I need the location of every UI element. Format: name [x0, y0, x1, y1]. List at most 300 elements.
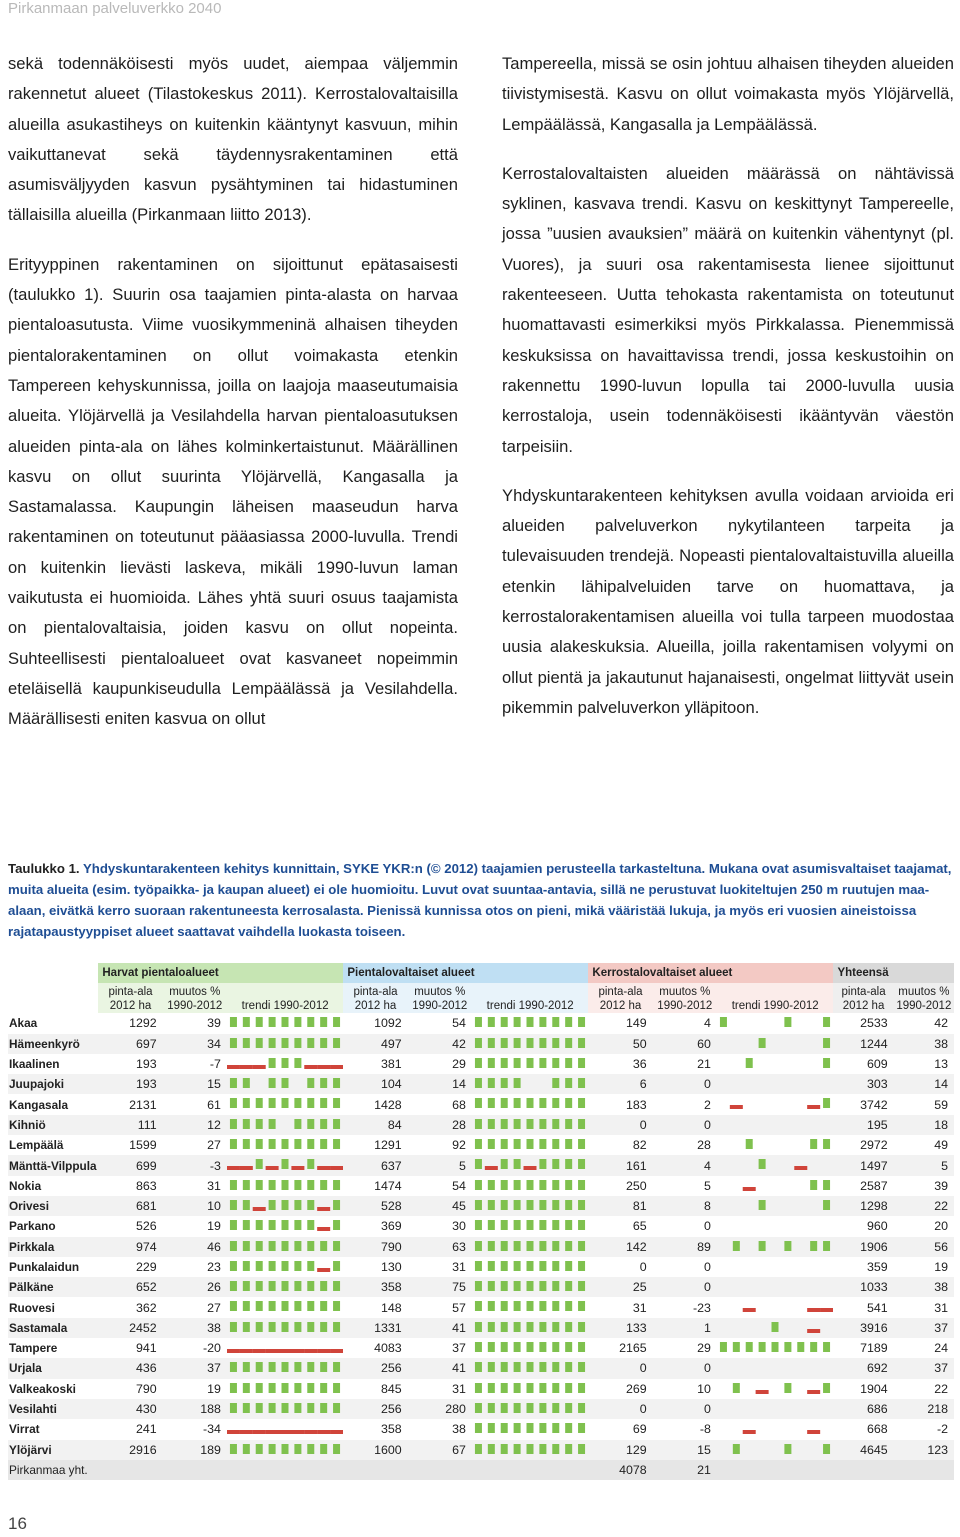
- table-body: [8, 1013, 954, 1480]
- total-change: 24: [934, 1341, 948, 1356]
- trend-bar-up: [475, 1423, 482, 1433]
- trend-sparkline: [717, 1318, 834, 1338]
- trend-bar-up: [281, 1200, 288, 1210]
- trend-bar-up: [475, 1241, 482, 1251]
- trend-bar-up: [526, 1342, 533, 1352]
- pientalo-change: 54: [452, 1178, 466, 1193]
- table-row: [8, 1257, 954, 1277]
- trend-bar-up: [256, 1241, 263, 1251]
- header-blank: [8, 963, 98, 983]
- trend-bar-up: [501, 1362, 508, 1372]
- caption-body: Yhdyskuntarakenteen kehitys kunnittain, SYKE YKR:n (© 2012) taajamien perusteella tarkasteltuna. Mukana ovat asumisvaltaiset taajamat, muita alueita (esim. työpaikka- ja kaupan alueet) ei ole huomioitu. Luvut ovat suuntaa-antavia, sillä ne perustuvat luokiteltujen 250 m ruutujen maa-alaan, eivätkä kerro suoraan rakentuneesta kerrosalasta. Pienissä kunnissa otos on pieni, mikä vääristää lukuja, ja myös eri vuosien aineistoissa rajatapaustyyppiset alueet saattavat vaihdella luokasta toiseen.: [8, 861, 952, 939]
- trend-sparkline: [472, 1460, 588, 1480]
- trend-bar-up: [333, 1098, 340, 1108]
- trend-bar-down: [317, 1430, 330, 1434]
- pientalo-change: 280: [408, 1399, 472, 1419]
- trend-chart: [227, 1196, 343, 1216]
- kerrostalo-change: 4: [704, 1016, 711, 1031]
- trend-bar-up: [501, 1383, 508, 1393]
- trend-bar-up: [578, 1423, 585, 1433]
- total-change: 38: [894, 1034, 954, 1054]
- total-area: 3916: [833, 1318, 893, 1338]
- trend-bar-up: [475, 1261, 482, 1271]
- table-row: [8, 1176, 954, 1196]
- trend-bar-up: [578, 1261, 585, 1271]
- trend-chart: [717, 1399, 833, 1419]
- trend-sparkline: [227, 1074, 343, 1094]
- col-header-area: pinta-ala 2012 ha: [833, 983, 893, 1013]
- trend-bar-up: [281, 1301, 288, 1311]
- table-row: [8, 1216, 954, 1236]
- trend-bar-up: [552, 1261, 559, 1271]
- trend-chart: [227, 1297, 343, 1317]
- trend-sparkline: [227, 1216, 343, 1236]
- trend-bar-up: [810, 1139, 817, 1149]
- trend-bar-up: [526, 1403, 533, 1413]
- harvat-change: 23: [207, 1260, 221, 1274]
- harvat-change: 26: [163, 1277, 227, 1297]
- trend-bar-up: [281, 1322, 288, 1332]
- table-row: [8, 1440, 954, 1460]
- trend-bar-up: [243, 1180, 250, 1190]
- trend-chart: [227, 1237, 343, 1257]
- kerrostalo-change: 29: [697, 1341, 711, 1356]
- trend-bar-up: [488, 1383, 495, 1393]
- trend-bar-up: [552, 1017, 559, 1027]
- trend-chart: [227, 1135, 343, 1155]
- trend-chart: [717, 1074, 833, 1094]
- trend-chart: [717, 1419, 833, 1439]
- trend-chart: [227, 1440, 343, 1460]
- trend-sparkline: [227, 1094, 343, 1114]
- trend-chart: [717, 1318, 833, 1338]
- trend-bar-up: [281, 1098, 288, 1108]
- municipality-name: Virrat: [9, 1422, 40, 1437]
- trend-bar-up: [307, 1403, 314, 1413]
- trend-bar-up: [333, 1301, 340, 1311]
- trend-bar-up: [307, 1038, 314, 1048]
- trend-bar-up: [539, 1362, 546, 1372]
- trend-bar-up: [552, 1180, 559, 1190]
- pientalo-change: 5: [408, 1155, 472, 1175]
- trend-bar-up: [475, 1058, 482, 1068]
- trend-bar-up: [230, 1180, 237, 1190]
- trend-bar-down: [227, 1166, 240, 1170]
- trend-bar-up: [552, 1383, 559, 1393]
- trend-bar-up: [514, 1403, 521, 1413]
- trend-bar-up: [320, 1362, 327, 1372]
- trend-sparkline: [227, 1155, 343, 1175]
- trend-bar-up: [514, 1322, 521, 1332]
- trend-chart: [227, 1115, 343, 1135]
- trend-bar-up: [269, 1261, 276, 1271]
- municipality-name: Ylöjärvi: [8, 1440, 98, 1460]
- municipality-name: Pälkäne: [8, 1277, 98, 1297]
- trend-chart: [472, 1318, 588, 1338]
- trend-bar-down: [330, 1349, 343, 1353]
- trend-bar-up: [784, 1241, 791, 1251]
- pientalo-change: 14: [408, 1074, 472, 1094]
- trend-bar-up: [501, 1038, 508, 1048]
- trend-sparkline: [717, 1176, 834, 1196]
- trend-bar-down: [253, 1065, 266, 1069]
- trend-sparkline: [227, 1338, 343, 1358]
- trend-chart: [227, 1216, 343, 1236]
- trend-bar-up: [320, 1322, 327, 1332]
- trend-bar-up: [294, 1220, 301, 1230]
- pientalo-area: 256: [343, 1399, 407, 1419]
- trend-bar-down: [317, 1349, 330, 1353]
- trend-bar-up: [230, 1119, 237, 1129]
- trend-bar-up: [488, 1241, 495, 1251]
- trend-bar-up: [578, 1139, 585, 1149]
- trend-bar-up: [243, 1322, 250, 1332]
- trend-bar-up: [501, 1220, 508, 1230]
- trend-bar-up: [771, 1342, 778, 1352]
- trend-bar-up: [256, 1180, 263, 1190]
- harvat-area: 697: [98, 1034, 162, 1054]
- trend-bar-up: [243, 1098, 250, 1108]
- total-area: 1906: [833, 1237, 893, 1257]
- trend-bar-up: [269, 1322, 276, 1332]
- kerrostalo-area: 65: [632, 1219, 647, 1234]
- trend-bar-up: [565, 1119, 572, 1129]
- trend-bar-up: [488, 1139, 495, 1149]
- col-header-trend: trendi 1990-2012: [717, 983, 834, 1013]
- trend-bar-up: [475, 1159, 482, 1169]
- kerrostalo-area: 161: [588, 1155, 652, 1175]
- trend-bar-up: [514, 1362, 521, 1372]
- trend-bar-up: [514, 1058, 521, 1068]
- trend-bar-up: [281, 1220, 288, 1230]
- table-row: [8, 1237, 954, 1257]
- harvat-change: -3: [163, 1155, 227, 1175]
- pientalo-change: 30: [452, 1219, 466, 1234]
- trend-bar-up: [243, 1241, 250, 1251]
- table-row: [8, 1379, 954, 1399]
- trend-bar-up: [501, 1444, 508, 1454]
- trend-bar-up: [256, 1322, 263, 1332]
- trend-bar-up: [256, 1119, 263, 1129]
- trend-bar-up: [526, 1119, 533, 1129]
- trend-chart: [717, 1257, 833, 1277]
- pientalo-area: 84: [343, 1115, 407, 1135]
- trend-bar-up: [565, 1322, 572, 1332]
- trend-chart: [717, 1277, 833, 1297]
- kerrostalo-change: 2: [704, 1097, 711, 1112]
- trend-bar-up: [333, 1119, 340, 1129]
- trend-bar-down: [266, 1430, 279, 1434]
- trend-sparkline: [227, 1379, 343, 1399]
- trend-chart: [472, 1135, 588, 1155]
- harvat-area: [98, 1460, 162, 1480]
- table-row: [8, 1318, 954, 1338]
- trend-sparkline: [472, 1338, 588, 1358]
- harvat-area: 699: [98, 1155, 162, 1175]
- total-area: 303: [833, 1074, 893, 1094]
- harvat-area: 362: [135, 1300, 157, 1315]
- trend-bar-up: [539, 1444, 546, 1454]
- trend-bar-up: [333, 1180, 340, 1190]
- trend-bar-up: [256, 1038, 263, 1048]
- trend-bar-up: [539, 1139, 546, 1149]
- trend-bar-up: [552, 1423, 559, 1433]
- caption-lead: Taulukko 1.: [8, 861, 80, 876]
- trend-chart: [717, 1237, 833, 1257]
- trend-sparkline: [717, 1460, 834, 1480]
- harvat-change: 38: [163, 1318, 227, 1338]
- trend-chart: [472, 1196, 588, 1216]
- paragraph: Erityyppinen rakentaminen on sijoittunut epätasaisesti (taulukko 1). Suurin osa taajamien pinta-alasta on harvaa pientaloasutusta. Viime vuosikymmeninä alhaisen tiheyden pientalorakentaminen on ollut voimakasta etenkin Tampereen kehyskunnissa, joilla on laajoja maaseutumaisia alueita. Ylöjärvellä ja Vesilahdella harvan pientaloasutuksen alueiden pinta-ala on lähes kolminkertaistunut. Määrällinen kasvu on ollut suurinta Ylöjärvellä, Kangasalla ja Sastamalassa. Kaupungin läheisen maaseudun harva rakentaminen on toteutunut pääasiassa 2000-luvulla. Trendi on kuitenkin lievästi laskeva, mikäli 1990-luvun laman vaikutusta ei huomioida. Lähes yhtä suuri osuus taajamista on pientalovaltaisia, joiden kasvu on ollut nopeinta. Suhteellisesti pientaloalueet ovat kasvaneet nopeimmin eteläisellä kaupunkiseudulla Lempäälässä ja Vesilahdella. Määrällisesti eniten kasvua on ollut: [8, 254, 458, 729]
- trend-bar-up: [539, 1058, 546, 1068]
- trend-bar-up: [256, 1403, 263, 1413]
- harvat-change: 15: [163, 1074, 227, 1094]
- trend-bar-down: [756, 1390, 769, 1394]
- trend-bar-up: [475, 1322, 482, 1332]
- trend-bar-up: [514, 1241, 521, 1251]
- municipality-name: Punkalaidun: [9, 1260, 80, 1274]
- trend-bar-up: [294, 1058, 301, 1068]
- kerrostalo-area: 142: [588, 1237, 652, 1257]
- col-header-change: muutos % 1990-2012: [894, 983, 954, 1013]
- trend-sparkline: [227, 1013, 343, 1033]
- trend-bar-up: [784, 1444, 791, 1454]
- trend-chart: [227, 1155, 343, 1175]
- pientalo-area: 528: [343, 1196, 407, 1216]
- pientalo-area: 358: [380, 1422, 402, 1437]
- trend-bar-up: [488, 1403, 495, 1413]
- trend-bar-up: [333, 1362, 340, 1372]
- trend-sparkline: [472, 1176, 588, 1196]
- pientalo-area: 845: [380, 1381, 402, 1396]
- trend-bar-up: [475, 1444, 482, 1454]
- kerrostalo-area: 0: [588, 1399, 652, 1419]
- trend-bar-up: [256, 1301, 263, 1311]
- trend-bar-up: [514, 1200, 521, 1210]
- trend-bar-up: [565, 1362, 572, 1372]
- municipality-name: Sastamala: [8, 1318, 98, 1338]
- kerrostalo-change: 0: [653, 1358, 717, 1378]
- trend-bar-up: [823, 1383, 830, 1393]
- trend-sparkline: [717, 1297, 834, 1317]
- trend-chart: [227, 1013, 343, 1033]
- pientalo-area: 358: [343, 1277, 407, 1297]
- trend-bar-up: [552, 1444, 559, 1454]
- trend-sparkline: [472, 1074, 588, 1094]
- total-area: 1497: [833, 1155, 893, 1175]
- kerrostalo-change: 5: [704, 1178, 711, 1193]
- trend-bar-up: [771, 1322, 778, 1332]
- harvat-change: 34: [163, 1034, 227, 1054]
- trend-chart: [472, 1379, 588, 1399]
- trend-bar-up: [501, 1119, 508, 1129]
- trend-bar-up: [514, 1444, 521, 1454]
- group-header-yhteensa: Yhteensä: [833, 963, 954, 983]
- trend-bar-up: [488, 1301, 495, 1311]
- trend-bar-up: [539, 1342, 546, 1352]
- kerrostalo-change: 21: [697, 1057, 711, 1072]
- trend-bar-up: [526, 1038, 533, 1048]
- trend-bar-up: [565, 1403, 572, 1413]
- trend-bar-up: [578, 1362, 585, 1372]
- trend-bar-up: [243, 1403, 250, 1413]
- harvat-area: 436: [98, 1358, 162, 1378]
- trend-sparkline: [717, 1013, 834, 1033]
- pientalo-change: 41: [408, 1318, 472, 1338]
- trend-bar-up: [269, 1200, 276, 1210]
- trend-bar-up: [307, 1241, 314, 1251]
- trend-chart: [227, 1257, 343, 1277]
- trend-bar-up: [320, 1119, 327, 1129]
- trend-bar-up: [230, 1017, 237, 1027]
- trend-bar-up: [759, 1241, 766, 1251]
- harvat-area: 193: [98, 1074, 162, 1094]
- total-area: 2972: [860, 1138, 888, 1153]
- trend-bar-down: [794, 1166, 807, 1170]
- trend-bar-up: [488, 1058, 495, 1068]
- total-change: 37: [894, 1318, 954, 1338]
- trend-bar-up: [501, 1058, 508, 1068]
- harvat-area: 111: [98, 1115, 162, 1135]
- trend-bar-up: [759, 1159, 766, 1169]
- trend-bar-up: [269, 1017, 276, 1027]
- trend-bar-up: [552, 1139, 559, 1149]
- kerrostalo-area: 50: [588, 1034, 652, 1054]
- trend-bar-up: [488, 1200, 495, 1210]
- group-header-pientalo: Pientalovaltaiset alueet: [343, 963, 588, 983]
- trend-bar-up: [552, 1220, 559, 1230]
- kerrostalo-area: 6: [588, 1074, 652, 1094]
- trend-bar-down: [253, 1349, 266, 1353]
- kerrostalo-area: 25: [588, 1277, 652, 1297]
- trend-bar-up: [269, 1139, 276, 1149]
- table-row: [8, 1094, 954, 1114]
- trend-bar-down: [485, 1166, 498, 1170]
- pientalo-area: 790: [343, 1237, 407, 1257]
- trend-bar-down: [317, 1166, 330, 1170]
- trend-sparkline: [717, 1094, 834, 1114]
- table-row: [8, 1419, 954, 1439]
- trend-bar-up: [230, 1220, 237, 1230]
- trend-bar-up: [733, 1444, 740, 1454]
- trend-sparkline: [227, 1176, 343, 1196]
- trend-bar-up: [243, 1301, 250, 1311]
- trend-bar-up: [501, 1342, 508, 1352]
- trend-bar-up: [256, 1017, 263, 1027]
- trend-bar-up: [333, 1139, 340, 1149]
- trend-bar-up: [565, 1180, 572, 1190]
- trend-bar-up: [578, 1281, 585, 1291]
- trend-bar-up: [307, 1281, 314, 1291]
- total-change: 49: [934, 1138, 948, 1153]
- kerrostalo-area: 2165: [619, 1341, 647, 1356]
- trend-bar-up: [823, 1180, 830, 1190]
- trend-bar-up: [475, 1281, 482, 1291]
- trend-sparkline: [717, 1216, 834, 1236]
- pientalo-area: 369: [380, 1219, 402, 1234]
- trend-bar-up: [307, 1078, 314, 1088]
- trend-bar-up: [294, 1017, 301, 1027]
- harvat-change: 188: [163, 1399, 227, 1419]
- trend-bar-up: [552, 1322, 559, 1332]
- trend-bar-up: [526, 1423, 533, 1433]
- trend-bar-up: [501, 1281, 508, 1291]
- harvat-change: 37: [163, 1358, 227, 1378]
- trend-bar-up: [539, 1322, 546, 1332]
- total-change: 37: [894, 1358, 954, 1378]
- trend-bar-up: [488, 1362, 495, 1372]
- trend-bar-up: [281, 1444, 288, 1454]
- trend-bar-up: [320, 1038, 327, 1048]
- trend-bar-up: [514, 1301, 521, 1311]
- total-change: -2: [936, 1422, 948, 1437]
- trend-bar-up: [320, 1180, 327, 1190]
- kerrostalo-change: 0: [653, 1277, 717, 1297]
- trend-sparkline: [717, 1277, 834, 1297]
- harvat-area: 430: [98, 1399, 162, 1419]
- total-area: 3742: [860, 1097, 888, 1112]
- trend-bar-up: [488, 1261, 495, 1271]
- trend-bar-up: [526, 1098, 533, 1108]
- trend-bar-down: [730, 1105, 743, 1109]
- trend-bar-up: [514, 1281, 521, 1291]
- pientalo-area: 148: [380, 1300, 402, 1315]
- trend-bar-up: [578, 1322, 585, 1332]
- trend-bar-up: [514, 1342, 521, 1352]
- kerrostalo-change: 0: [704, 1219, 711, 1234]
- harvat-area: 974: [98, 1237, 162, 1257]
- municipality-name: Kihniö: [8, 1115, 98, 1135]
- trend-bar-up: [281, 1078, 288, 1088]
- col-header-trend: trendi 1990-2012: [472, 983, 588, 1013]
- trend-bar-up: [269, 1119, 276, 1129]
- trend-chart: [227, 1074, 343, 1094]
- harvat-change: 61: [207, 1097, 221, 1112]
- trend-bar-up: [307, 1098, 314, 1108]
- total-area: 4645: [833, 1440, 893, 1460]
- trend-bar-up: [243, 1139, 250, 1149]
- trend-bar-up: [552, 1362, 559, 1372]
- page-number: 16: [8, 1514, 27, 1533]
- kerrostalo-area: 149: [625, 1016, 647, 1031]
- right-column: [502, 49, 954, 742]
- trend-sparkline: [472, 1216, 588, 1236]
- trend-chart: [472, 1338, 588, 1358]
- paragraph: Yhdyskuntarakenteen kehityksen avulla voidaan arvioida eri alueiden palveluverkon nykytilanteen tarpeita ja tulevaisuuden trendejä. Nopeasti pientalovaltaistuvilla alueilla etenkin lähipalveluiden tarve on huomattava, ja kerrostalorakentamisen alueilla voi tulla tarpeen muodostaa uusia alakeskuksia. Alueilla, joilla rakentamisen volyymi on ollut pientä ja jakautunut hajanaisesti, ongelmat liittyvät usein pikemmin palveluverkon ylläpitoon.: [502, 485, 954, 717]
- pientalo-area: 497: [343, 1034, 407, 1054]
- trend-bar-up: [269, 1038, 276, 1048]
- trend-chart: [227, 1034, 343, 1054]
- trend-bar-up: [578, 1342, 585, 1352]
- trend-bar-up: [823, 1444, 830, 1454]
- trend-bar-up: [810, 1241, 817, 1251]
- trend-chart: [227, 1318, 343, 1338]
- trend-chart: [227, 1460, 343, 1480]
- trend-bar-up: [552, 1159, 559, 1169]
- trend-bar-up: [475, 1038, 482, 1048]
- trend-bar-up: [475, 1362, 482, 1372]
- table-row: [8, 1135, 954, 1155]
- total-change: 5: [894, 1155, 954, 1175]
- total-change: 59: [934, 1097, 948, 1112]
- left-column: [8, 49, 458, 754]
- total-area: 1298: [833, 1196, 893, 1216]
- trend-bar-up: [230, 1403, 237, 1413]
- trend-bar-up: [294, 1301, 301, 1311]
- harvat-area: 681: [98, 1196, 162, 1216]
- kerrostalo-area: 82: [632, 1138, 647, 1153]
- trend-bar-up: [501, 1159, 508, 1169]
